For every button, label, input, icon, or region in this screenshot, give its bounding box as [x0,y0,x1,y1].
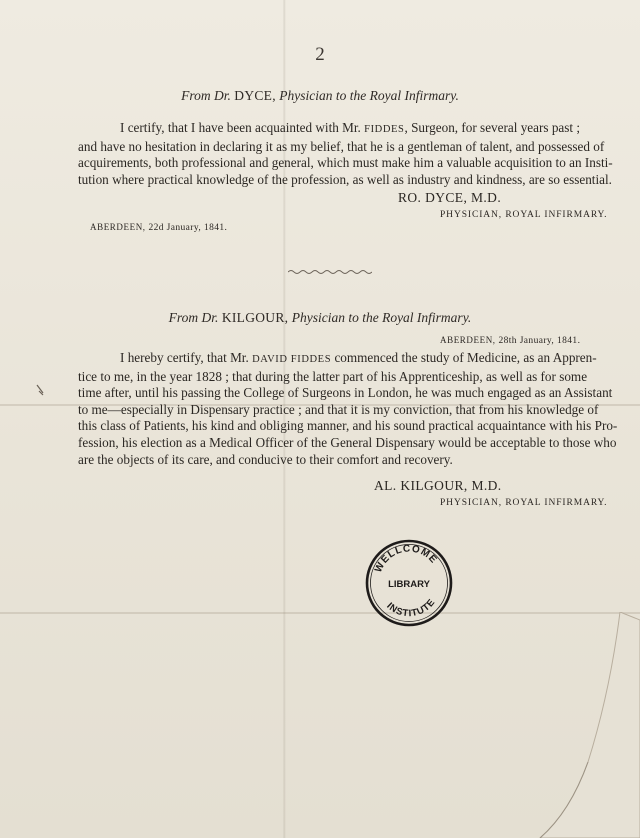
letter-body-dyce [78,120,618,188]
svg-text:INSTITUTE [384,597,437,619]
svg-text:WELLCOME [373,543,439,574]
stamp-top-text: WELLCOME [372,543,440,575]
heading-name: KILGOUR, [221,310,289,325]
library-stamp-icon [364,538,454,628]
letter-body-kilgour [78,350,618,468]
letter-date: ABERDEEN, 28th January, 1841. [440,335,581,346]
body-line: are the objects of its care, and conducive to their comfort and recovery. [78,451,453,467]
paper-flap [500,612,640,838]
body-line: time after, until his passing the College of Surgeons in London, he was much engaged as an Assistant [78,385,613,401]
body-line: I certify, that I have been acquainted with Mr. FIDDES, Surgeon, for several years past ; [120,120,581,135]
signature-name: AL. KILGOUR, M.D. [374,478,502,493]
body-line: tice to me, in the year 1828 ; that during the latter part of his Apprenticeship, as well as for some [78,368,588,384]
body-line: I hereby certify, that Mr. DAVID FIDDES commenced the study of Medicine, as an Appren- [120,350,597,365]
signature-title: PHYSICIAN, ROYAL INFIRMARY. [440,498,608,508]
margin-mark-icon [34,383,46,397]
body-line: this class of Patients, his kind and obliging manner, and his sound practical acquaintance with his Pro- [78,418,618,434]
heading-title: Physician to the Royal Infirmary. [291,310,472,325]
signature-title: PHYSICIAN, ROYAL INFIRMARY. [440,210,608,220]
letter-date: ABERDEEN, 22d January, 1841. [90,222,228,233]
signature-name: RO. DYCE, M.D. [398,190,502,205]
body-line: to me—especially in Dispensary practice ; and that it is my conviction, that from his knowledge of [78,401,599,417]
body-line: fession, his election as a Medical Officer of the General Dispensary would be acceptable to those who [78,434,617,450]
body-line: and have no hesitation in declaring it as my belief, that he is a gentleman of talent, and possessed of [78,138,605,154]
heading-title: Physician to the Royal Infirmary. [279,88,459,103]
heading-prefix: From Dr. [181,88,231,103]
ornamental-divider [288,269,372,275]
letter-heading-dyce [0,88,640,104]
letter-heading-kilgour [0,310,640,326]
body-line: acquirements, both professional and general, which must make him a valuable acquisition to an Insti- [78,155,613,171]
heading-name: DYCE, [234,88,276,103]
heading-prefix: From Dr. [168,310,219,325]
body-line: tution where practical knowledge of the profession, as well as industry and kindness, are so essential. [78,171,612,187]
stamp-middle-text: LIBRARY [388,579,430,590]
stamp-bottom-text: INSTITUTE [384,596,438,620]
page-number: 2 [315,44,325,65]
